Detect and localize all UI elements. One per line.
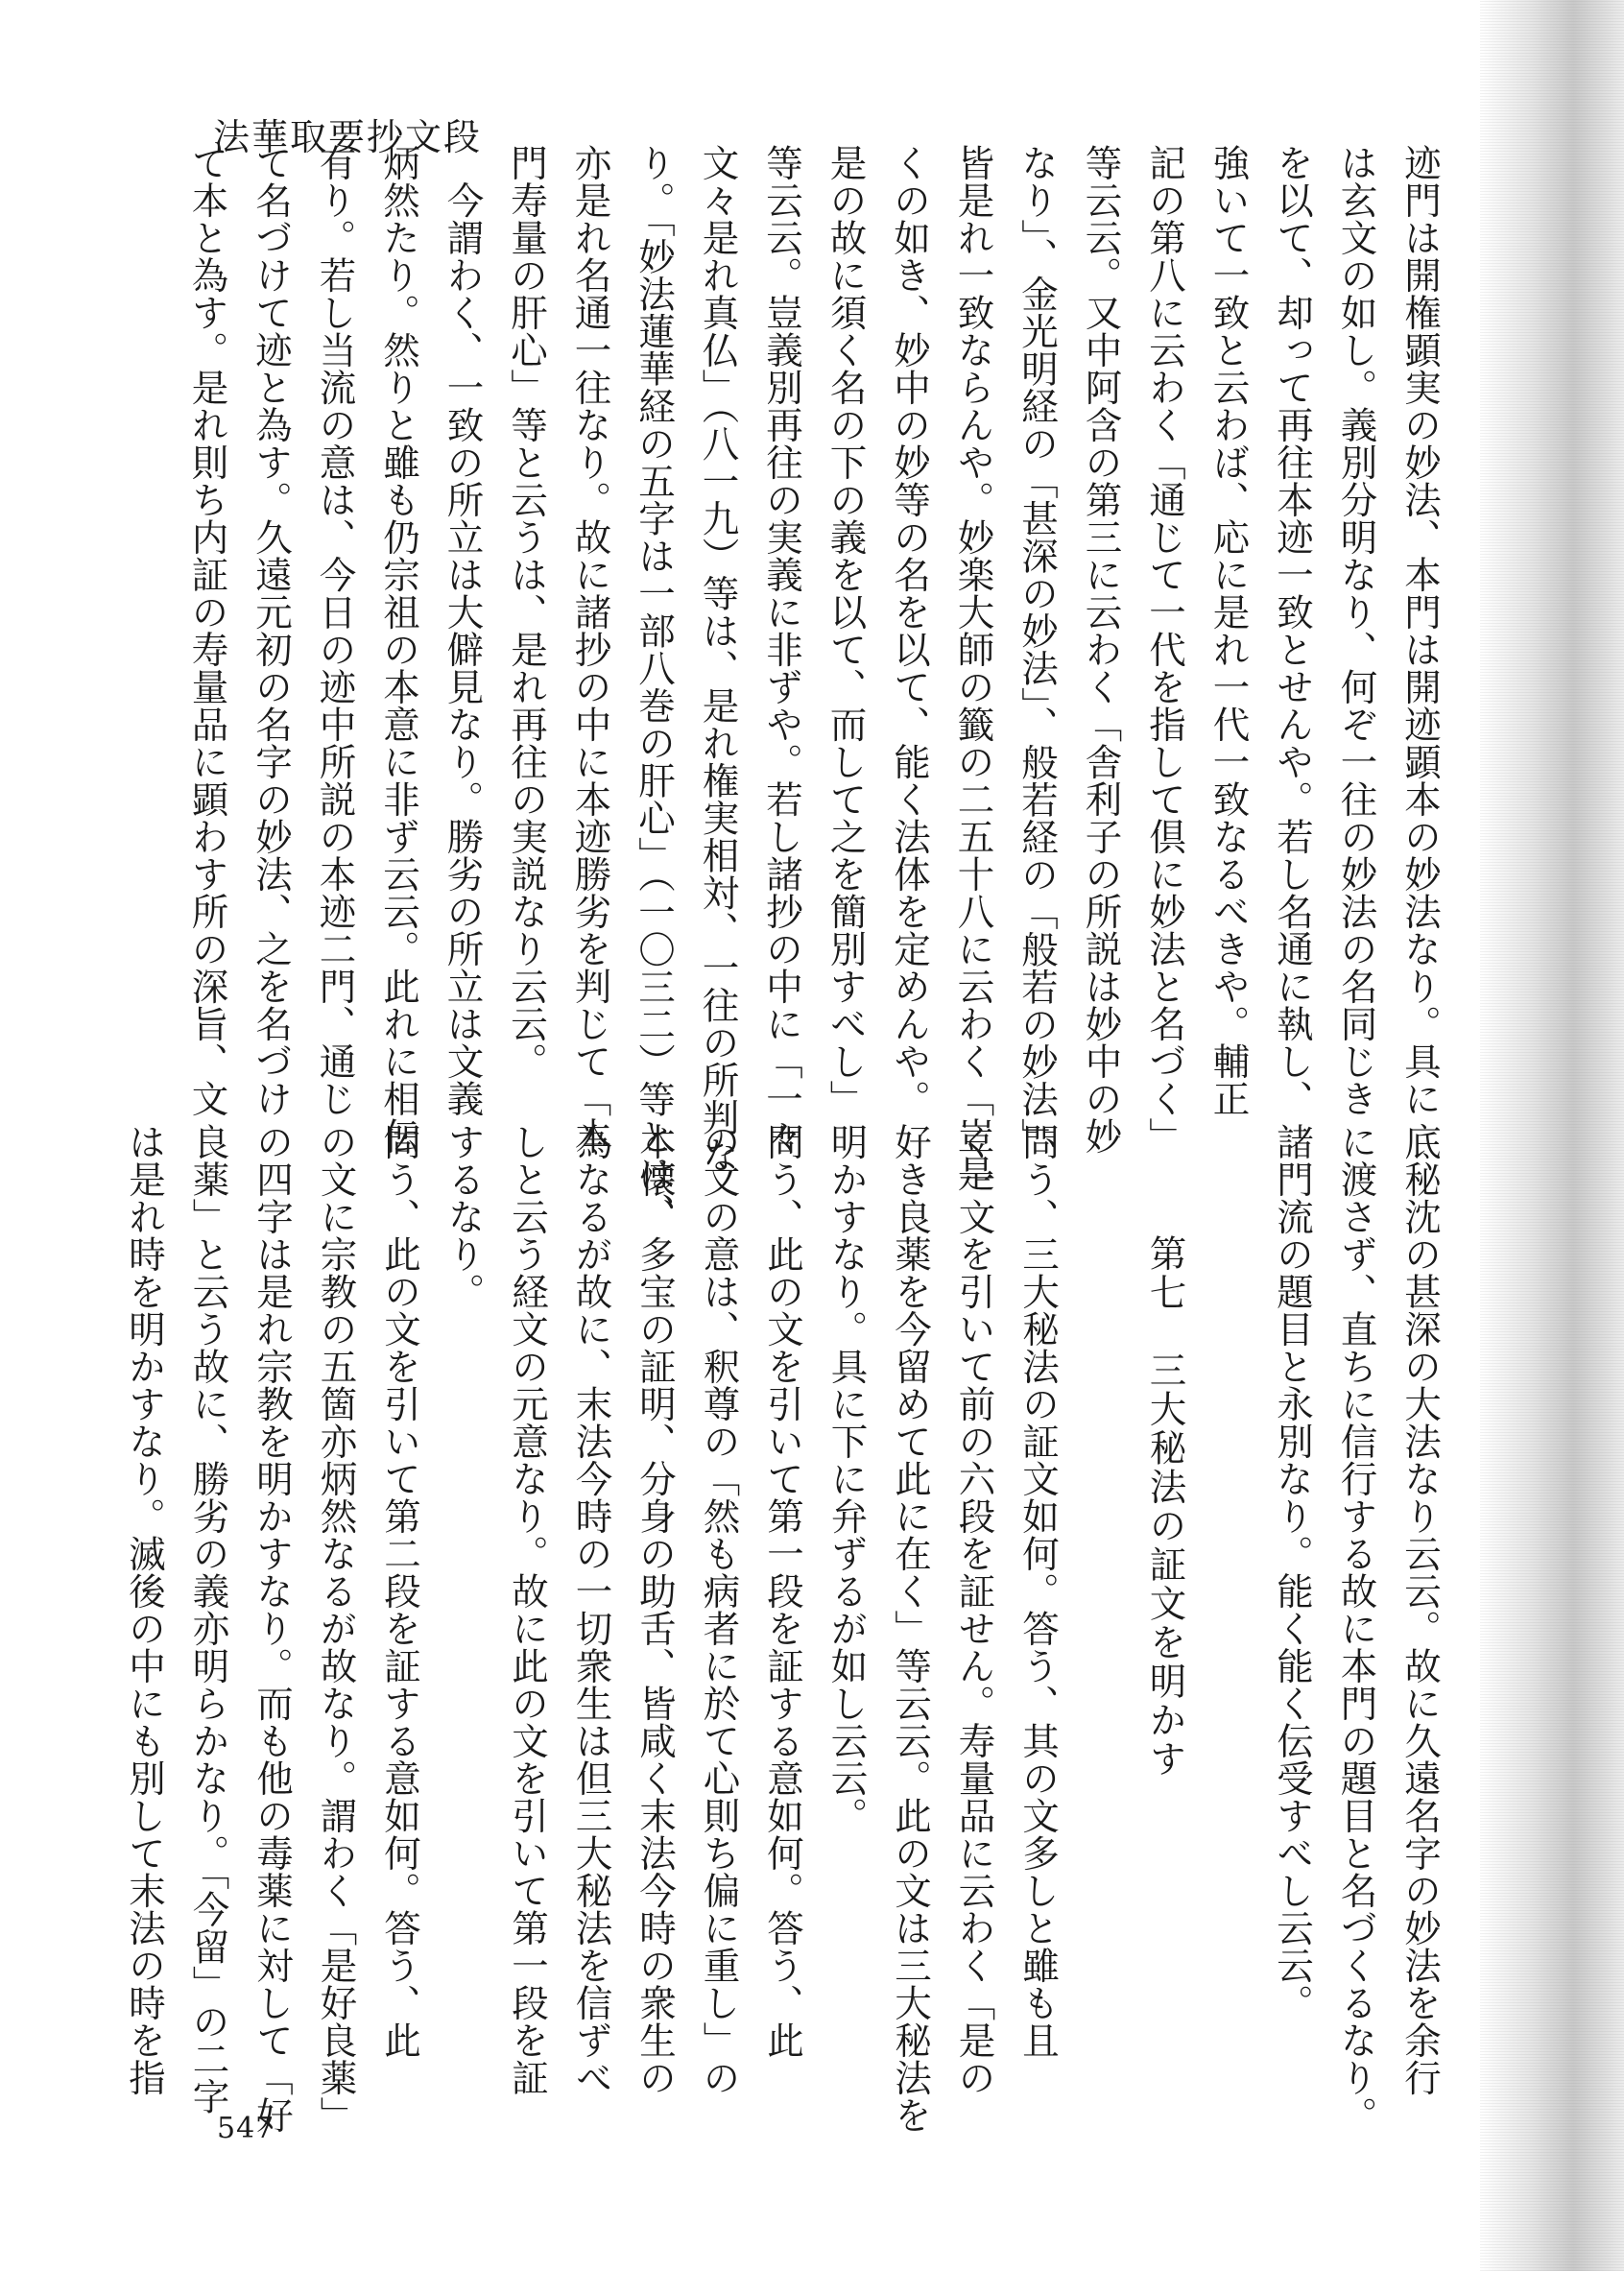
running-header: 法華取要抄文段: [213, 116, 483, 158]
text-line: の文の意は、釈尊の「然も病者に於て心則ち偏に重し」の: [697, 1123, 741, 2096]
text-line: 明かすなり。具に下に弁ずるが如し云云。: [824, 1123, 869, 1834]
text-line: 記の第八に云わく「通じて一代を指して倶に妙法と名づく」: [1143, 144, 1186, 1155]
text-line: なり」、金光明経の「甚深の妙法」、般若経の「般若の妙法」、: [1015, 144, 1059, 1175]
text-line: 等云云。豈義別再往の実義に非ずや。若し諸抄の中に「一々: [760, 144, 803, 1155]
text-line: 底秘沈の甚深の大法なり云云。故に久遠名字の妙法を余行: [1398, 1123, 1442, 2096]
text-line: 迹門は開権顕実の妙法、本門は開迹顕本の妙法なり。具に: [1398, 144, 1442, 1117]
text-line: は是れ時を明かすなり。滅後の中にも別して末法の時を指: [123, 1123, 166, 2096]
text-line: くの如き、妙中の妙等の名を以て、能く法体を定めんや。: [888, 144, 931, 1117]
text-line: 今謂わく、一致の所立は大僻見なり。勝劣の所立は文義: [441, 180, 485, 1117]
text-line: 諸門流の題目と永別なり。能く能く伝受すべし云云。: [1271, 1123, 1314, 2021]
text-line: 本懐、多宝の証明、分身の助舌、皆咸く末法今時の衆生の: [633, 1123, 677, 2096]
text-line: を以て、却って再往本迹一致とせんや。若し名通に執し、: [1271, 144, 1314, 1117]
text-line: するなり。: [442, 1123, 486, 1310]
text-line: 好き良薬を今留めて此に在く」等云云。此の文は三大秘法を: [889, 1123, 932, 2134]
text-line: の四字は是れ宗教を明かすなり。而も他の毒薬に対して「好: [251, 1123, 294, 2134]
text-line: て本と為す。是れ則ち内証の寿量品に顕わす所の深旨、文: [185, 144, 229, 1117]
text-line: 炳然たり。然りと雖も仍宗祖の本意に非ず云云。此れに相伝: [377, 144, 420, 1155]
text-line: の文に宗教の五箇亦炳然なるが故なり。謂わく「是好良薬」: [314, 1123, 358, 2134]
book-gutter-shading: [1480, 0, 1624, 2271]
text-line: 亦是れ名通一往なり。故に諸抄の中に本迹勝劣を判じて「本: [568, 144, 612, 1155]
text-line: 良薬」と云う故に、勝劣の義亦明らかなり。「今留」の二字: [186, 1123, 230, 2116]
text-line: 問う、此の文を引いて第一段を証する意如何。答う、此: [761, 1123, 804, 2059]
section-title: 第七 三大秘法の証文を明かす: [1143, 1233, 1187, 1779]
text-line: 有り。若し当流の意は、今日の迹中所説の本迹二門、通じ: [313, 144, 357, 1117]
text-line: り。「妙法蓮華経の五字は一部八巻の肝心」（一〇三二）等とは、: [633, 144, 676, 1231]
text-line: に渡さず、直ちに信行する故に本門の題目と名づくるなり。: [1334, 1123, 1378, 2134]
page-number: 547: [217, 2112, 275, 2145]
text-line: て名づけて迹と為す。久遠元初の名字の妙法、之を名づけ: [250, 144, 293, 1117]
text-line: 是の故に須く名の下の義を以て、而して之を簡別すべし」: [824, 144, 868, 1117]
text-line: 強いて一致と云わば、応に是れ一代一致なるべきや。輔正: [1206, 144, 1251, 1117]
text-line: く一文を引いて前の六段を証せん。寿量品に云わく「是の: [952, 1123, 996, 2096]
text-line: 為なるが故に、末法今時の一切衆生は但三大秘法を信ずべ: [569, 1123, 613, 2096]
text-line: は玄文の如し。義別分明なり、何ぞ一往の妙法の名同じき: [1334, 144, 1378, 1117]
text-line: 等云云。又中阿含の第三に云わく「舎利子の所説は妙中の妙: [1079, 144, 1123, 1155]
text-line: 問う、三大秘法の証文如何。答う、其の文多しと雖も且: [1016, 1123, 1060, 2059]
text-line: 皆是れ一致ならんや。妙楽大師の籤の二五十八に云わく「豈是: [951, 144, 995, 1192]
text-line: 門寿量の肝心」等と云うは、是れ再往の実説なり云云。: [505, 144, 548, 1080]
text-line: 問う、此の文を引いて第二段を証する意如何。答う、此: [378, 1123, 421, 2059]
text-line: 文々是れ真仏」（八一九）等は、是れ権実相対、一往の所判な: [696, 144, 740, 1174]
text-line: しと云う経文の元意なり。故に此の文を引いて第一段を証: [506, 1123, 549, 2096]
